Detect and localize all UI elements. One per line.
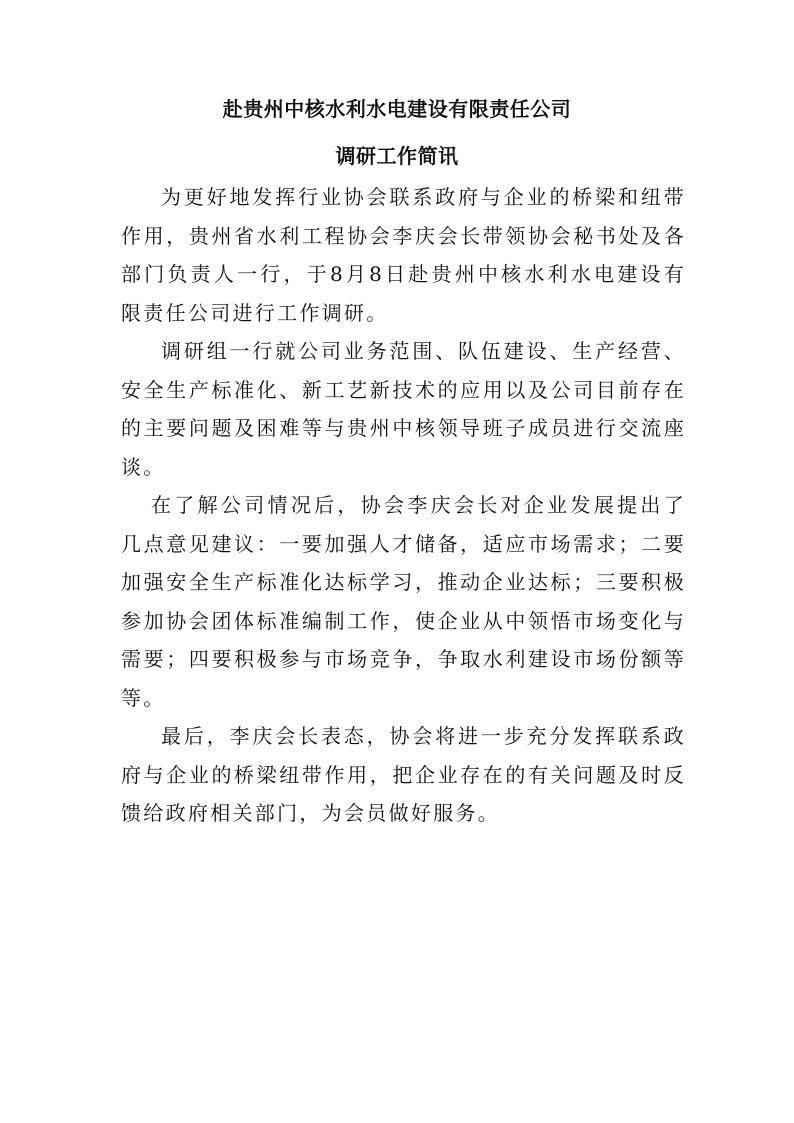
paragraph-intro: 为更好地发挥行业协会联系政府与企业的桥梁和纽带作用，贵州省水利工程协会李庆会长带领协会秘书处及各部门负责人一行，于8月8日赴贵州中核水利水电建设有限责任公司进行工作调研。 [121,185,686,325]
document-body [121,178,686,833]
paragraph-conclusion: 最后，李庆会长表态，协会将进一步充分发挥联系政府与企业的桥梁纽带作用，把企业存在的有关问题及时反馈给政府相关部门，为会员做好服务。 [121,724,686,825]
paragraph-suggestions: 在了解公司情况后，协会李庆会长对企业发展提出了几点意见建议：一要加强人才储备，适应市场需求；二要加强安全生产标准化达标学习，推动企业达标；三要积极参加协会团体标准编制工作，使企业从中领悟市场变化与需要；四要积极参与市场竞争，争取水利建设市场份额等等。 [121,493,686,710]
document-title: 赴贵州中核水利水电建设有限责任公司 [222,97,572,121]
paragraph-discussion: 调研组一行就公司业务范围、队伍建设、生产经营、安全生产标准化、新工艺新技术的应用以及公司目前存在的主要问题及困难等与贵州中核领导班子成员进行交流座谈。 [121,339,686,479]
document-subtitle: 调研工作简讯 [335,144,459,168]
